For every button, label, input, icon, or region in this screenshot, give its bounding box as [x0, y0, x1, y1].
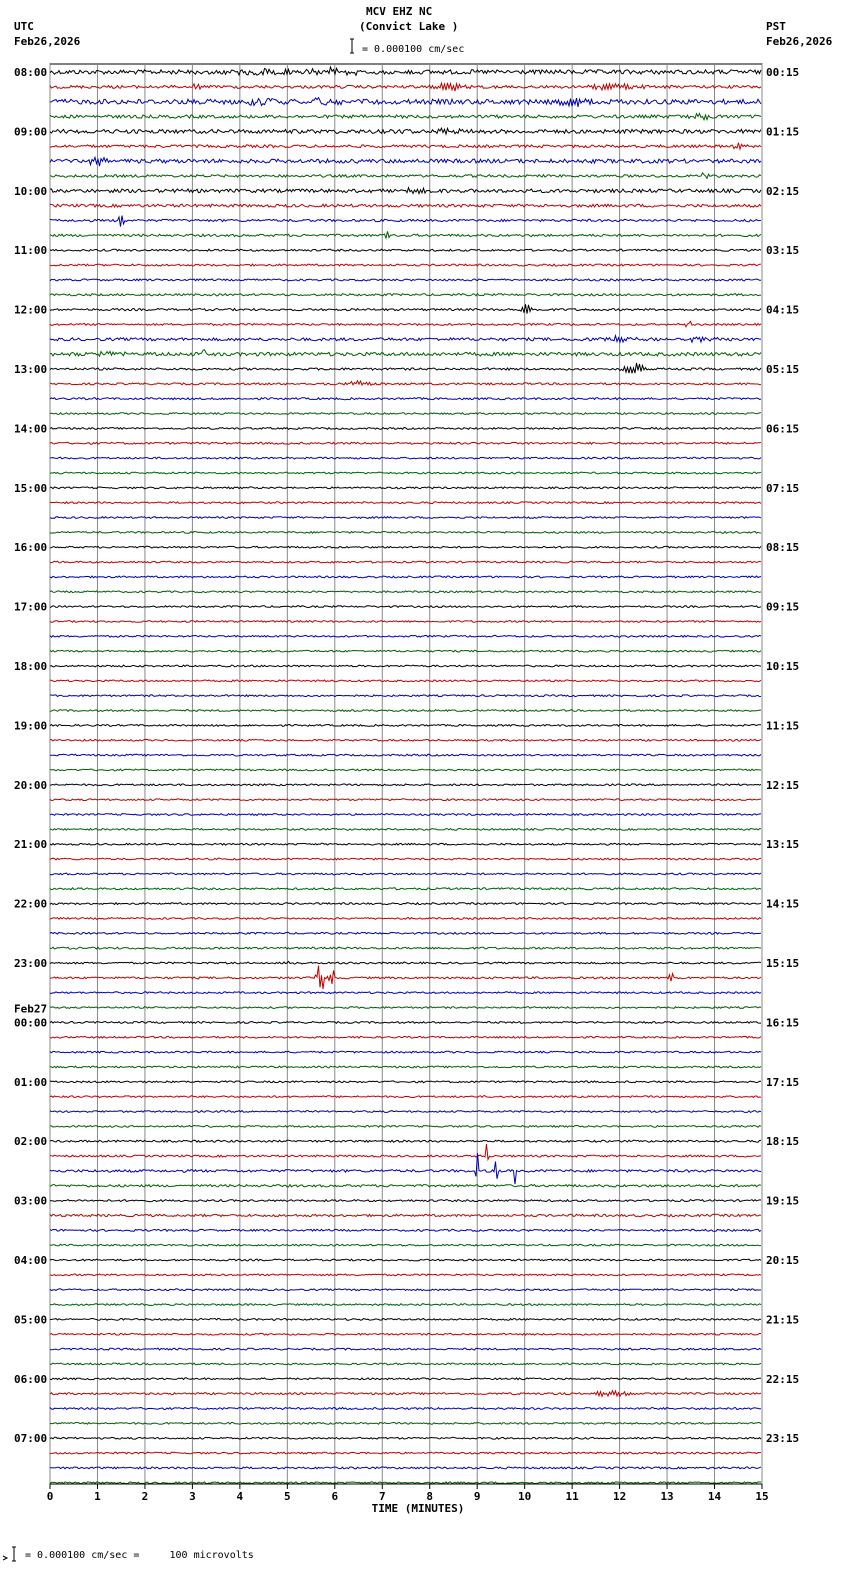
trace-line: [50, 83, 761, 91]
x-tick-label: 8: [426, 1490, 434, 1503]
x-tick-label: 1: [94, 1490, 101, 1503]
trace-line: [50, 1319, 761, 1321]
trace-line: [50, 1452, 761, 1454]
trace-line: [50, 961, 761, 964]
trace-line: [50, 1140, 761, 1142]
trace-line: [50, 1467, 761, 1469]
trace-line: [50, 304, 761, 314]
utc-hour-label: 00:00: [14, 1016, 48, 1030]
trace-line: [50, 279, 761, 281]
pst-hour-label: 06:15: [766, 422, 800, 436]
trace-line: [50, 1333, 761, 1335]
trace-line: [50, 264, 761, 266]
trace-line: [50, 1363, 761, 1365]
trace-line: [50, 1482, 761, 1484]
x-tick-label: 14: [707, 1490, 722, 1503]
utc-hour-label: 02:00: [14, 1135, 48, 1149]
trace-line: [50, 231, 761, 238]
trace-line: [50, 1126, 761, 1128]
trace-line: [50, 1096, 761, 1098]
trace-line: [50, 487, 761, 489]
utc-hour-label: 05:00: [14, 1313, 48, 1327]
footer-marker-icon: [3, 1556, 7, 1560]
trace-line: [50, 1200, 761, 1202]
utc-hour-label: 06:00: [14, 1372, 48, 1386]
trace-line: [50, 1214, 761, 1216]
pst-hour-label: 12:15: [766, 778, 800, 792]
trace-line: [50, 561, 761, 563]
date-change-label: Feb27: [14, 1002, 48, 1016]
trace-line: [50, 398, 761, 400]
trace-line: [50, 1144, 761, 1159]
utc-hour-label: 18:00: [14, 660, 48, 673]
x-tick-label: 13: [660, 1490, 674, 1503]
trace-line: [50, 294, 761, 296]
chart-grid: [50, 64, 762, 1484]
time-axis: [47, 1484, 769, 1515]
trace-line: [50, 754, 761, 756]
trace-line: [50, 216, 761, 227]
footer-scale-bar-icon: [12, 1547, 16, 1561]
trace-line: [50, 947, 761, 949]
utc-hour-label: 22:00: [14, 897, 48, 911]
trace-line: [50, 873, 761, 875]
pst-date: Feb26,2026: [766, 35, 833, 48]
utc-hour-label: 21:00: [14, 838, 48, 852]
trace-line: [50, 1274, 761, 1276]
trace-line: [50, 204, 761, 207]
trace-line: [50, 67, 761, 75]
trace-line: [50, 1423, 761, 1425]
utc-hour-label: 20:00: [14, 778, 48, 792]
trace-line: [50, 814, 761, 816]
trace-line: [50, 157, 761, 166]
pst-hour-label: 18:15: [766, 1135, 800, 1149]
trace-line: [50, 650, 761, 652]
trace-line: [50, 1244, 761, 1246]
trace-line: [50, 635, 761, 637]
trace-line: [50, 1066, 761, 1068]
pst-hour-label: 17:15: [766, 1075, 800, 1089]
trace-line: [50, 1437, 761, 1439]
trace-line: [50, 576, 761, 578]
trace-line: [50, 502, 761, 504]
pst-hour-label: 04:15: [766, 303, 800, 317]
trace-line: [50, 428, 761, 430]
x-tick-label: 11: [565, 1490, 579, 1503]
trace-line: [50, 1289, 761, 1291]
trace-line: [50, 621, 761, 623]
x-tick-label: 10: [518, 1490, 532, 1503]
trace-line: [50, 1304, 761, 1306]
utc-hour-label: 04:00: [14, 1254, 48, 1267]
x-tick-label: 7: [378, 1490, 386, 1503]
trace-line: [50, 350, 761, 357]
trace-line: [50, 1378, 761, 1380]
pst-hour-label: 01:15: [766, 125, 800, 139]
utc-hour-label: 11:00: [14, 244, 48, 258]
pst-hour-label: 08:15: [766, 541, 800, 555]
pst-hour-label: 22:15: [766, 1372, 800, 1386]
trace-line: [50, 321, 761, 326]
trace-line: [50, 843, 761, 845]
pst-hour-label: 02:15: [766, 184, 800, 198]
pst-hour-label: 11:15: [766, 719, 800, 733]
x-tick-label: 12: [612, 1490, 627, 1503]
trace-line: [50, 1081, 761, 1083]
trace-line: [50, 966, 761, 989]
utc-hour-label: 10:00: [14, 184, 48, 198]
pst-label: PST: [766, 20, 786, 33]
trace-line: [50, 1408, 761, 1410]
station-location: (Convict Lake ): [359, 20, 459, 33]
plot-frame: [50, 64, 762, 1484]
pst-hour-label: 23:15: [766, 1432, 800, 1446]
utc-hour-label: 23:00: [14, 957, 48, 970]
trace-line: [50, 829, 761, 831]
trace-line: [50, 710, 761, 712]
trace-line: [50, 381, 761, 386]
utc-hour-label: 15:00: [14, 481, 48, 495]
utc-hour-label: 01:00: [14, 1075, 48, 1089]
seismic-traces: [50, 67, 761, 1484]
trace-line: [50, 725, 761, 727]
trace-line: [50, 114, 761, 120]
trace-line: [50, 784, 761, 786]
trace-line: [50, 1007, 761, 1009]
x-tick-label: 6: [331, 1490, 339, 1503]
pst-hour-label: 00:15: [766, 66, 800, 79]
trace-line: [50, 188, 761, 194]
trace-line: [50, 903, 761, 905]
trace-line: [50, 918, 761, 920]
x-tick-label: 9: [473, 1490, 481, 1503]
pst-hour-label: 13:15: [766, 838, 800, 852]
trace-line: [50, 591, 761, 593]
trace-line: [50, 992, 761, 994]
utc-hour-label: 16:00: [14, 541, 48, 555]
x-tick-label: 15: [755, 1490, 769, 1503]
trace-line: [50, 1153, 761, 1184]
utc-hour-label: 19:00: [14, 719, 48, 733]
trace-line: [50, 932, 761, 934]
x-tick-label: 0: [46, 1490, 54, 1503]
trace-line: [50, 680, 761, 682]
trace-line: [50, 1022, 761, 1024]
trace-line: [50, 606, 761, 608]
x-tick-label: 2: [141, 1490, 149, 1503]
trace-line: [50, 472, 761, 474]
trace-line: [50, 1185, 761, 1187]
utc-hour-label: 14:00: [14, 422, 48, 436]
utc-hour-label: 03:00: [14, 1194, 48, 1208]
utc-hour-label: 13:00: [14, 363, 48, 376]
pst-hour-label: 14:15: [766, 897, 800, 911]
pst-hour-label: 16:15: [766, 1016, 800, 1030]
trace-line: [50, 695, 761, 697]
trace-line: [50, 1259, 761, 1261]
trace-line: [50, 1036, 761, 1038]
trace-line: [50, 173, 761, 179]
scale-bar-icon: [350, 39, 354, 53]
utc-hour-label: 12:00: [14, 303, 48, 317]
trace-line: [50, 336, 761, 343]
trace-line: [50, 363, 761, 373]
pst-hour-label: 10:15: [766, 660, 800, 673]
utc-hour-label: 08:00: [14, 66, 48, 79]
footer-scale-note: = 0.000100 cm/sec = 100 microvolts: [25, 1550, 254, 1561]
trace-line: [50, 858, 761, 860]
station-title: MCV EHZ NC: [366, 5, 433, 18]
trace-line: [50, 1111, 761, 1113]
pst-hour-label: 20:15: [766, 1254, 800, 1267]
trace-line: [50, 1391, 761, 1397]
x-axis-title: TIME (MINUTES): [371, 1502, 465, 1515]
trace-line: [50, 249, 761, 251]
trace-line: [50, 1229, 761, 1231]
utc-hour-label: 07:00: [14, 1432, 48, 1446]
trace-line: [50, 517, 761, 519]
trace-line: [50, 739, 761, 741]
scale-text: = 0.000100 cm/sec: [362, 44, 465, 55]
pst-hour-label: 19:15: [766, 1194, 800, 1208]
pst-hour-label: 07:15: [766, 481, 800, 495]
utc-hour-label: 09:00: [14, 125, 48, 139]
pst-hour-label: 15:15: [766, 957, 800, 970]
trace-line: [50, 143, 761, 149]
trace-line: [50, 532, 761, 534]
trace-line: [50, 1051, 761, 1053]
utc-label: UTC: [14, 20, 34, 33]
pst-hour-label: 21:15: [766, 1313, 800, 1327]
pst-hour-label: 03:15: [766, 244, 800, 258]
x-tick-label: 5: [284, 1490, 291, 1503]
trace-line: [50, 799, 761, 801]
pst-hour-label: 09:15: [766, 600, 800, 614]
trace-line: [50, 457, 761, 459]
utc-date: Feb26,2026: [14, 35, 81, 48]
trace-line: [50, 769, 761, 771]
x-tick-label: 4: [236, 1490, 244, 1503]
utc-hour-label: 17:00: [14, 600, 48, 614]
x-tick-label: 3: [189, 1490, 196, 1503]
trace-line: [50, 413, 761, 415]
pst-hour-label: 05:15: [766, 363, 800, 376]
trace-line: [50, 128, 761, 134]
trace-line: [50, 98, 761, 107]
trace-line: [50, 888, 761, 890]
trace-line: [50, 665, 761, 667]
trace-line: [50, 546, 761, 548]
trace-line: [50, 1348, 761, 1350]
trace-line: [50, 442, 761, 444]
